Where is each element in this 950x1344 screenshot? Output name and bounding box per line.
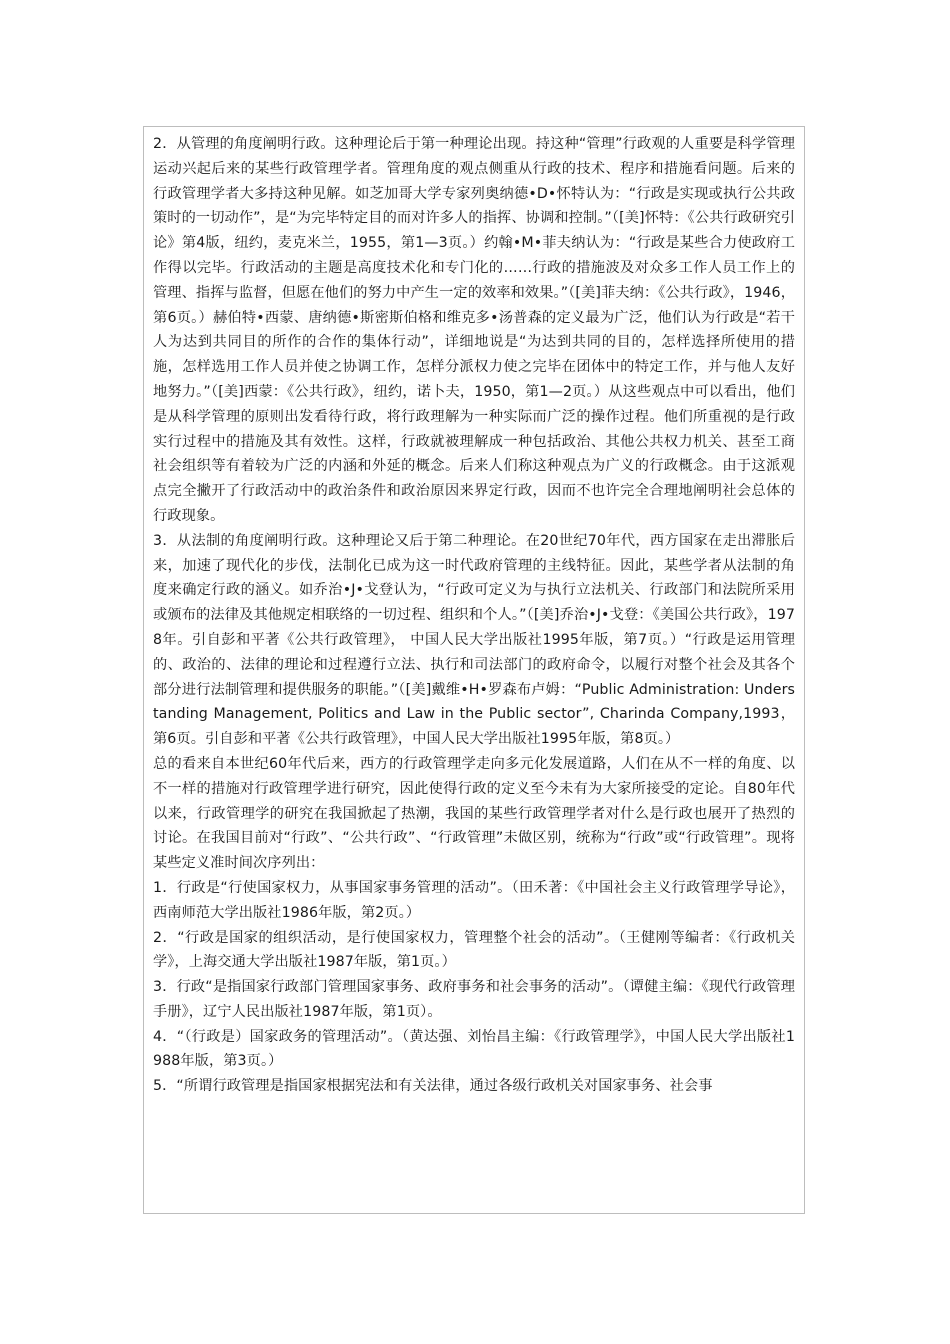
document-body (153, 132, 795, 1099)
definition-item-3: 3．行政“是指国家行政部门管理国家事务、政府事务和社会事务的活动”。（谭健主编：《现代行政管理手册》，辽宁人民出版社1987年版，第1页）。 (153, 979, 795, 1020)
paragraph-management-view: 2．从管理的角度阐明行政。这种理论后于第一种理论出现。持这种“管理”行政观的人重要是科学管理运动兴起后来的某些行政管理学者。管理角度的观点侧重从行政的技术、程序和措施看问题。后来的行政管理学者大多持这种见解。如芝加哥大学专家列奥纳德•D•怀特认为：“行政是实现或执行公共政策时的一切动作”，是“为完毕特定目的而对许多人的指挥、协调和控制。”（[美]怀特：《公共行政研究引论》第4版，纽约，麦克米兰，1955，第1—3页。）约翰•M•菲夫纳认为：“行政是某些合力使政府工作得以完毕。行政活动的主题是高度技术化和专门化的……行政的措施波及对众多工作人员工作上的管理、指挥与监督，但愿在他们的努力中产生一定的效率和效果。”（[美]菲夫纳：《公共行政》，1946，第6页。）赫伯特•西蒙、唐纳德•斯密斯伯格和维克多•汤普森的定义最为广泛，他们认为行政是“若干人为达到共同目的所作的合作的集体行动”，详细地说是“为达到共同的目的，怎样选择所使用的措施，怎样选用工作人员并使之协调工作，怎样分派权力使之完毕在团体中的特定工作，并与他人友好地努力。”（[美]西蒙：《公共行政》，纽约，诺卜夫，1950，第1—2页。）从这些观点中可以看出，他们是从科学管理的原则出发看待行政，将行政理解为一种实际而广泛的操作过程。他们所重视的是行政实行过程中的措施及其有效性。这样，行政就被理解成一种包括政治、其他公共权力机关、甚至工商社会组织等有着较为广泛的内涵和外延的概念。后来人们称这种观点为广义的行政概念。由于这派观点完全撇开了行政活动中的政治条件和政治原因来界定行政，因而不也许完全合理地阐明社会总体的行政现象。 (153, 136, 795, 524)
paragraph-legal-view: 3．从法制的角度阐明行政。这种理论又后于第二种理论。在20世纪70年代，西方国家在走出滞胀后来，加速了现代化的步伐，法制化已成为这一时代政府管理的主线特征。因此，某些学者从法制的角度来确定行政的涵义。如乔治•J•戈登认为，“行政可定义为与执行立法机关、行政部门和法院所采用或颁布的法律及其他规定相联络的一切过程、组织和个人。”（[美]乔治•J•戈登：《美国公共行政》，1978年。引自彭和平著《公共行政管理》， 中国人民大学出版社1995年版，第7页。）“行政是运用管理的、政治的、法律的理论和过程遵行立法、执行和司法部门的政府命令，以履行对整个社会及其各个部分进行法制管理和提供服务的职能。”（[美]戴维•H•罗森布卢姆：“Public Administration: Understanding Management, Politics and Law in the Public sector”, Charinda Company,1993，第6页。引自彭和平著《公共行政管理》，中国人民大学出版社1995年版，第8页。） (153, 532, 795, 748)
definition-item-1: 1．行政是“行使国家权力，从事国家事务管理的活动”。（田禾著：《中国社会主义行政管理学导论》，西南师范大学出版社1986年版，第2页。） (153, 879, 795, 921)
definition-item-4: 4．“（行政是）国家政务的管理活动”。（黄达强、刘怡昌主编：《行政管理学》，中国人民大学出版社1988年版，第3页。） (153, 1028, 795, 1070)
page-frame (143, 126, 805, 1214)
definition-item-5: 5．“所谓行政管理是指国家根据宪法和有关法律，通过各级行政机关对国家事务、社会事 (153, 1078, 713, 1095)
definition-item-2: 2．“行政是国家的组织活动，是行使国家权力，管理整个社会的活动”。（王健刚等编者：《行政机关学》，上海交通大学出版社1987年版，第1页。） (153, 929, 795, 971)
paragraph-overview: 总的看来自本世纪60年代后来，西方的行政管理学走向多元化发展道路，人们在从不一样的角度、以不一样的措施对行政管理学进行研究，因此使得行政的定义至今未有为大家所接受的定论。自80年代以来，行政管理学的研究在我国掀起了热潮，我国的某些行政管理学者对什么是行政也展开了热烈的讨论。在我国目前对“行政”、“公共行政”、“行政管理”未做区别，统称为“行政”或“行政管理”。现将某些定义准时间次序列出： (153, 755, 795, 872)
